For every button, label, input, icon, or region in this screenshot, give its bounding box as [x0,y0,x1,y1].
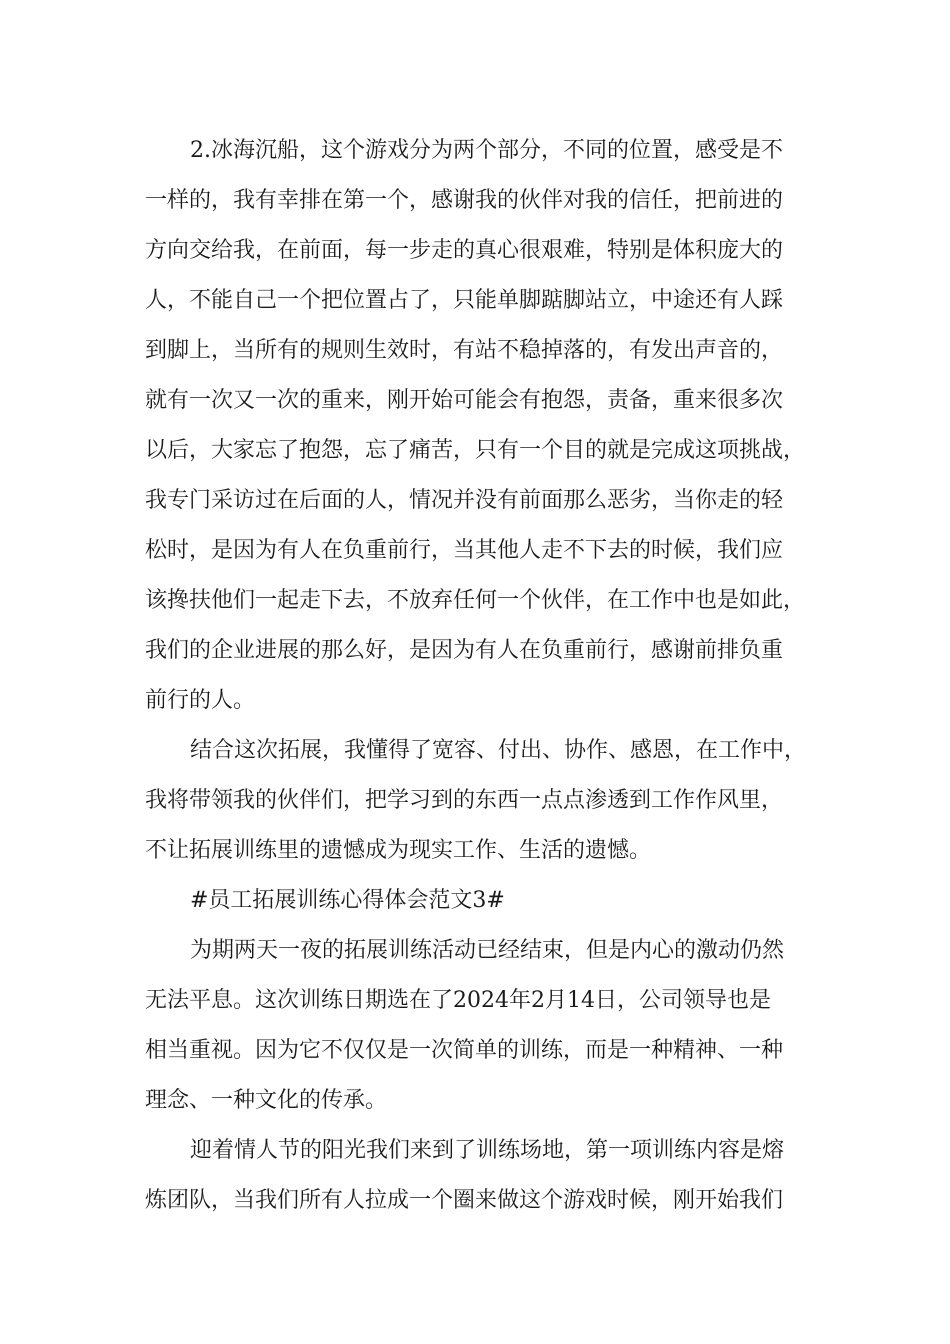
section-heading: #员工拓展训练心得体会范文3# [190,888,505,913]
text-line: 相当重视。因为它不仅仅是一次简单的训练，而是一种精神、一种 [145,1038,784,1063]
text-line: 前行的人。 [145,688,256,713]
text-line: 人，不能自己一个把位置占了，只能单脚踮脚站立，中途还有人踩 [145,288,784,313]
text-line: 该搀扶他们一起走下去，不放弃任何一个伙伴，在工作中也是如此， [145,588,806,613]
text-line: 炼团队，当我们所有人拉成一个圈来做这个游戏时候，刚开始我们 [145,1188,784,1213]
text-line: 结合这次拓展，我懂得了宽容、付出、协作、感恩，在工作中， [190,738,807,763]
text-line: 我将带领我的伙伴们，把学习到的东西一点点渗透到工作作风里， [145,788,784,813]
text-line: 松时，是因为有人在负重前行，当其他人走不下去的时候，我们应 [145,538,784,563]
text-line: 以后，大家忘了抱怨，忘了痛苦，只有一个目的就是完成这项挑战， [145,438,806,463]
text-line: 不让拓展训练里的遗憾成为现实工作、生活的遗憾。 [145,838,652,863]
text-line: 迎着情人节的阳光我们来到了训练场地，第一项训练内容是熔 [190,1138,785,1163]
text-line: 为期两天一夜的拓展训练活动已经结束，但是内心的激动仍然 [190,938,785,963]
text-line: 理念、一种文化的传承。 [145,1088,388,1113]
text-line: 无法平息。这次训练日期选在了2024年2月14日，公司领导也是 [145,988,771,1013]
text-line: 我们的企业进展的那么好，是因为有人在负重前行，感谢前排负重 [145,638,784,663]
text-line: 2.冰海沉船，这个游戏分为两个部分，不同的位置，感受是不 [190,138,783,163]
text-line: 一样的，我有幸排在第一个，感谢我的伙伴对我的信任，把前进的 [145,188,784,213]
text-line: 方向交给我，在前面，每一步走的真心很艰难，特别是体积庞大的 [145,238,784,263]
text-line: 我专门采访过在后面的人，情况并没有前面那么恶劣，当你走的轻 [145,488,784,513]
text-line: 到脚上，当所有的规则生效时，有站不稳掉落的，有发出声音的， [145,338,784,363]
text-line: 就有一次又一次的重来，刚开始可能会有抱怨，责备，重来很多次 [145,388,784,413]
